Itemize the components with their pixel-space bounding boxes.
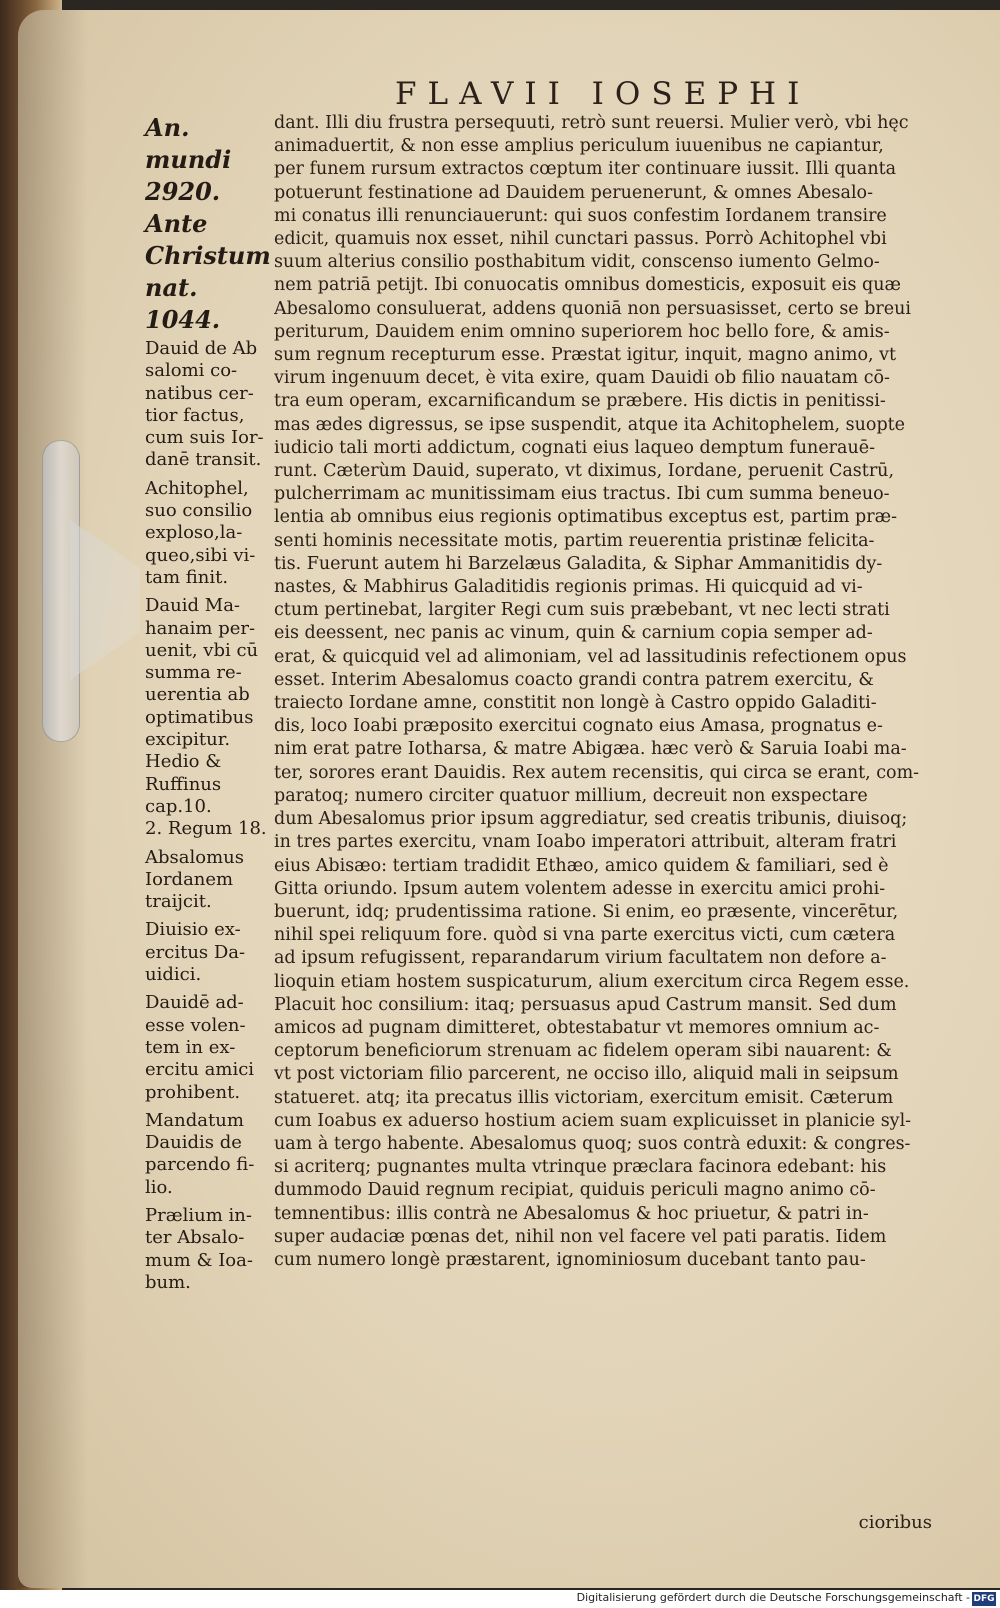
dfg-logo: DFG xyxy=(973,1594,995,1604)
text-line: Placuit hoc consilium: itaq; persuasus apud Castrum mansit. Sed dum xyxy=(274,994,897,1015)
text-line: dummodo Dauid regnum recipiat, quiduis periculi magno animo cō- xyxy=(274,1180,876,1201)
text-line: mas ædes digressus, se ipse suspendit, atque ita Achitophelem, suopte xyxy=(274,414,906,435)
text-line: nim erat patre Iotharsa, & matre Abigæa. hæc verò & Saruia Ioabi ma- xyxy=(274,739,907,760)
margin-note: An. mundi 2920. Ante Christum nat. 1044. xyxy=(145,113,271,334)
text-line: virum ingenuum decet, è vita exire, quam Dauidi ob filio nauatam cō- xyxy=(274,368,890,389)
text-line: si acriterq; pugnantes multa vtrinque præclara facinora edebant: his xyxy=(274,1157,887,1178)
margin-note: Mandatum Dauidis de parcendo fi- lio. xyxy=(145,1109,255,1198)
text-line: dis, loco Ioabi præposito exercitui cognato eius Amasa, prognatus e- xyxy=(274,716,883,737)
page-gutter-shadow xyxy=(18,10,88,1588)
margin-note: Dauid de Ab salomi co- natibus cer- tior factus, cum suis Ior- danē transit. xyxy=(145,338,264,471)
text-line: lioquin etiam hostem suspicaturum, alium exercitum circa Regem esse. xyxy=(274,971,910,992)
text-line: tra eum operam, excarnificandum se præbere. His dictis in penitissi- xyxy=(274,391,886,412)
text-line: dum Abesalomus prior ipsum aggrediatur, sed creatis tribunis, diuisoq; xyxy=(274,809,908,830)
text-line: buerunt, idq; prudentissima ratione. Si enim, eo præsente, vincerētur, xyxy=(274,901,899,922)
text-line: Gitta oriundo. Ipsum autem volentem adesse in exercitu amici prohi- xyxy=(274,878,886,899)
text-line: eius Abisæo: tertiam tradidit Ethæo, amico quidem & familiari, sed è xyxy=(274,855,889,876)
text-line: ctum pertinebat, largiter Regi cum suis præbebant, vt nec lecti strati xyxy=(274,600,890,621)
catchword: cioribus xyxy=(858,1512,932,1533)
text-line: animaduertit, & non esse amplius periculum iuuenibus ne capiantur, xyxy=(274,136,884,157)
text-line: super audaciæ pœnas det, nihil non vel facere vel pati paratis. Iidem xyxy=(274,1226,887,1247)
margin-note: Achitophel, suo consilio exploso,la- queo,sibi vi- tam finit. xyxy=(145,477,256,588)
text-line: erat, & quicquid vel ad alimoniam, vel ad lassitudinis refectionem opus xyxy=(274,646,907,667)
margin-note: Prælium in- ter Absalo- mum & Ioa- bum. xyxy=(145,1204,253,1293)
text-line: potuerunt festinatione ad Dauidem peruenerunt, & omnes Abesalo- xyxy=(274,182,873,203)
text-line: ad ipsum refugissent, reparandarum virium facultatem non defore a- xyxy=(274,948,887,969)
text-line: eis deessent, nec panis ac vinum, quin & carnium copia semper ad- xyxy=(274,623,873,644)
text-line: paratoq; numero circiter quatuor millium, decreuit non exspectare xyxy=(274,785,868,806)
body-text xyxy=(274,112,964,1272)
text-line: temnentibus: illis contrà ne Abesalomus & hoc priuetur, & patri in- xyxy=(274,1203,869,1224)
running-header: FLAVII IOSEPHI xyxy=(395,76,811,112)
text-line: cum numero longè præstarent, ignominiosum ducebant tanto pau- xyxy=(274,1249,866,1270)
text-line: mi conatus illi renunciauerunt: qui suos confestim Iordanem transire xyxy=(274,205,887,226)
margin-note: Absalomus Iordanem traijcit. xyxy=(145,846,244,913)
text-line: amicos ad pugnam dimitteret, obtestabatur vt memores omnium ac- xyxy=(274,1017,880,1038)
text-line: nastes, & Mabhirus Galaditidis regionis primas. Hi quicquid ad vi- xyxy=(274,577,863,598)
text-line: pulcherrimam ac munitissimam eius tractus. Ibi cum summa beneuo- xyxy=(274,484,890,505)
text-line: uam à tergo habente. Abesalomus quoq; suos contrà eduxit: & congres- xyxy=(274,1133,911,1154)
text-line: iudicio tali morti addictum, cognati eius laqueo demptum funerauē- xyxy=(274,437,876,458)
text-line: periturum, Dauidem enim omnino superiorem hoc bello fore, & amis- xyxy=(274,321,890,342)
text-line: vt post victoriam filio parcerent, ne occiso illo, aliquid mali in seipsum xyxy=(274,1064,899,1085)
text-line: edicit, quamuis nox esset, nihil cunctari passus. Porrò Achitophel vbi xyxy=(274,229,887,250)
text-line: ceptorum beneficiorum strenuam ac fidelem operam sibi nauarent: & xyxy=(274,1041,892,1062)
text-line: Abesalomo consuluerat, addens quoniā non persuasisset, certo se breui xyxy=(274,298,912,319)
text-line: senti hominis necessitate motis, partim reuerentia pristinæ felicita- xyxy=(274,530,875,551)
text-line: traiecto Iordane amne, constitit non longè à Castro oppido Galaditi- xyxy=(274,693,877,714)
margin-note: Dauidē ad- esse volen- tem in ex- ercitu amici prohibent. xyxy=(145,992,255,1103)
text-line: sum regnum recepturum esse. Præstat igitur, inquit, magno animo, vt xyxy=(274,345,897,366)
text-line: per funem rursum extractos cœptum iter continuare iussit. Illi quanta xyxy=(274,159,897,180)
text-line: nihil spei reliquum fore. quòd si vna parte exercitus victi, cum cætera xyxy=(274,925,896,946)
text-line: runt. Cæterùm Dauid, superato, vt diximus, Iordane, peruenit Castrū, xyxy=(274,461,895,482)
text-line: dant. Illi diu frustra persequuti, retrò sunt reuersi. Mulier verò, vbi hęc xyxy=(274,113,909,133)
margin-note: Diuisio ex- ercitus Da- uidici. xyxy=(145,919,246,986)
text-line: esset. Interim Abesalomus coacto grandi contra patrem exercitu, & xyxy=(274,669,874,690)
text-line: tis. Fuerunt autem hi Barzelæus Galadita, & Siphar Ammanitidis dy- xyxy=(274,553,883,574)
text-line: nem patriā petijt. Ibi conuocatis omnibus domesticis, exposuit eis quæ xyxy=(274,275,901,296)
footer-credit: Digitalisierung gefördert durch die Deutsche Forschungsgemeinschaft - xyxy=(576,1591,970,1604)
margin-note: Dauid Ma- hanaim per- uenit, vbi cū summa re- uerentia ab optimatibus excipitur. Hedio & Ruffinus cap.10. 2. Regum 18. xyxy=(145,595,267,840)
margin-notes xyxy=(145,112,273,1300)
text-line: cum Ioabus ex aduerso hostium aciem suam explicuisset in planicie syl- xyxy=(274,1110,912,1131)
text-line: in tres partes exercitu, vnam Ioabo imperatori attribuit, alteram fratri xyxy=(274,832,897,853)
text-line: statueret. atq; ita precatus illis victoriam, exercitum emisit. Cæterum xyxy=(274,1087,894,1108)
text-line: suum alterius consilio posthabitum vidit, conscenso iumento Gelmo- xyxy=(274,252,880,273)
text-line: lentia ab omnibus eius regionis optimatibus exceptus est, partim præ- xyxy=(274,507,897,528)
text-line: ter, sorores erant Dauidis. Rex autem recensitis, qui circa se erant, com- xyxy=(274,762,920,783)
